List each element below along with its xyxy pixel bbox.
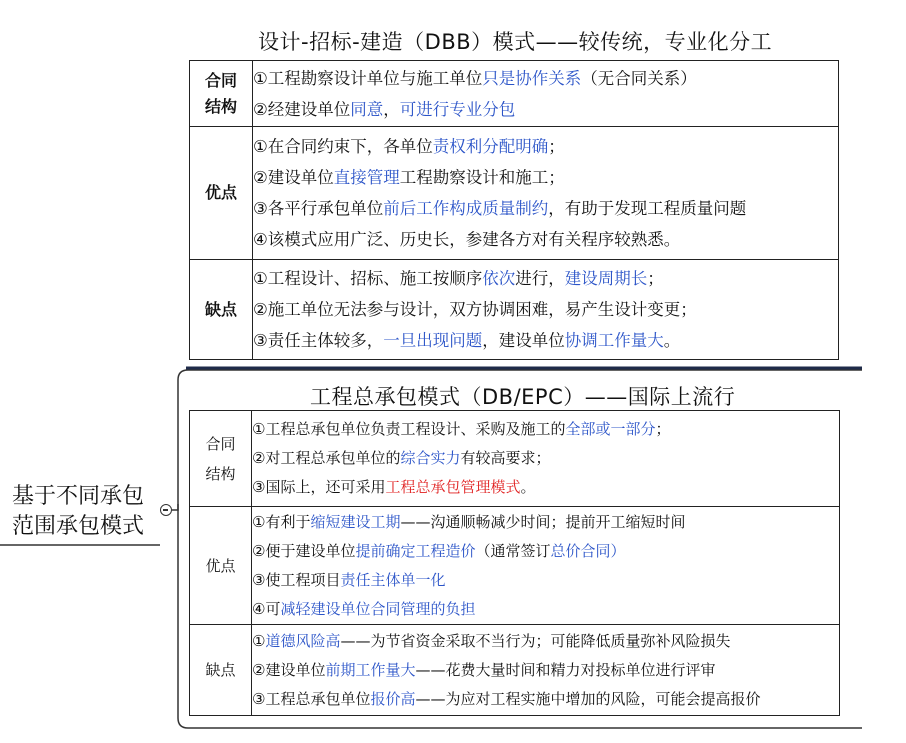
- text-segment: ①工程勘察设计单位与施工单位: [253, 68, 483, 88]
- list-item: [252, 685, 839, 714]
- collapse-icon[interactable]: [160, 504, 172, 516]
- text-segment: ③使工程项目: [252, 570, 341, 589]
- highlight-text: 一旦出现问题: [383, 331, 483, 350]
- root-label-line2: 范围承包模式: [12, 514, 145, 539]
- highlight-text: 综合实力: [400, 449, 461, 467]
- text-segment: ，有助于发现工程质量问题: [548, 199, 747, 218]
- highlight-text: 前后工作构成质量制约: [383, 199, 549, 218]
- list-item: [252, 627, 839, 656]
- text-segment: ①有利于: [252, 512, 311, 531]
- dbb-table: [189, 60, 839, 360]
- epc-row-contract-structure: [190, 411, 840, 507]
- highlight-text: 直接管理: [333, 168, 400, 187]
- row-label-line: 合同: [205, 434, 236, 453]
- text-segment: ②建设单位: [252, 660, 326, 679]
- dbb-row-content: [253, 61, 839, 127]
- list-item: [252, 566, 839, 595]
- list-item: [252, 537, 839, 566]
- list-item: [252, 415, 839, 444]
- dbb-row-contract-structure: [190, 61, 839, 127]
- text-segment: ——为节省资金采取不当行为；可能降低质量弥补风险损失: [340, 631, 731, 650]
- highlight-text: 缩短建设工期: [310, 512, 401, 531]
- text-segment: ②便于建设单位: [252, 541, 356, 560]
- text-segment: ，: [383, 99, 400, 119]
- text-segment: ——花费大量时间和精力对投标单位进行评审: [415, 660, 716, 679]
- text-segment: 进行，: [515, 269, 565, 288]
- row-label-line: 优点: [205, 556, 236, 575]
- row-label-line: 结构: [204, 96, 237, 116]
- highlight-text: 只是协作关系: [482, 68, 582, 88]
- highlight-text: 道德风险高: [265, 631, 341, 650]
- text-segment: ③各平行承包单位: [253, 199, 384, 218]
- list-item: [252, 508, 839, 537]
- text-segment: ①工程总承包单位负责工程设计、采购及施工的: [252, 420, 566, 438]
- epc-row-label: [190, 411, 252, 507]
- row-label-line: 缺点: [205, 661, 236, 679]
- text-segment: 。: [663, 331, 681, 350]
- epc-row-disadvantages: [190, 625, 840, 716]
- text-segment: ①在合同约束下，各单位: [253, 137, 433, 156]
- epc-title: 工程总承包模式（DB/EPC）——国际上流行: [310, 385, 736, 409]
- text-segment: 有较高要求；: [460, 449, 551, 467]
- highlight-text: 工程总承包管理模式: [385, 478, 521, 496]
- text-segment: ③责任主体较多，: [253, 331, 384, 350]
- text-segment: ③国际上，还可采用: [252, 478, 386, 496]
- dbb-row-label: [190, 61, 253, 127]
- text-segment: ①: [252, 631, 266, 650]
- row-label-line: 合同: [204, 70, 237, 90]
- text-segment: ②施工单位无法参与设计，双方协调困难，易产生设计变更；: [253, 300, 697, 319]
- text-segment: ；: [548, 137, 565, 156]
- highlight-text: 总价合同）: [550, 541, 626, 560]
- row-label-line: 结构: [205, 464, 236, 483]
- list-item: [253, 224, 838, 255]
- dbb-row-label: [190, 260, 253, 360]
- dbb-row-advantages: [190, 127, 839, 260]
- list-item: [253, 263, 838, 294]
- text-segment: ①工程设计、招标、施工按顺序: [253, 269, 483, 288]
- highlight-text: 责任主体单一化: [340, 570, 446, 589]
- list-item: [253, 131, 838, 162]
- highlight-text: 责权利分配明确: [432, 137, 549, 156]
- text-segment: ②建设单位: [253, 168, 334, 187]
- list-item: [252, 656, 839, 685]
- text-segment: （通常签订: [475, 541, 551, 560]
- row-label-line: 缺点: [204, 299, 237, 319]
- list-item: [252, 473, 839, 502]
- root-label-line1: 基于不同承包: [12, 484, 145, 509]
- text-segment: （无合同关系）: [581, 68, 697, 88]
- list-item: [253, 294, 838, 325]
- epc-row-content: [252, 411, 840, 507]
- text-segment: ——沟通顺畅减少时间；提前开工缩短时间: [400, 512, 686, 531]
- highlight-text: 同意: [350, 99, 384, 119]
- text-segment: ④该模式应用广泛、历史长，参建各方对有关程序较熟悉。: [253, 230, 681, 249]
- list-item: [253, 325, 838, 356]
- highlight-text: 可进行专业分包: [399, 99, 516, 119]
- epc-table: [189, 410, 840, 716]
- text-segment: ④可: [252, 599, 281, 618]
- highlight-text: 建设周期长: [564, 269, 648, 288]
- text-segment: ；: [647, 269, 664, 288]
- highlight-text: 减轻建设单位合同管理的负担: [280, 599, 476, 618]
- highlight-text: 全部或一部分: [565, 420, 656, 438]
- dbb-row-label: [190, 127, 253, 260]
- highlight-text: 报价高: [370, 689, 416, 708]
- dbb-row-content: [253, 260, 839, 360]
- row-label-line: 优点: [204, 183, 237, 202]
- dbb-row-disadvantages: [190, 260, 839, 360]
- epc-row-label: [190, 507, 252, 625]
- list-item: [253, 63, 838, 94]
- highlight-text: 前期工作量大: [325, 660, 416, 679]
- list-item: [253, 94, 838, 125]
- epc-row-label: [190, 625, 252, 716]
- epc-row-advantages: [190, 507, 840, 625]
- root-node: [12, 482, 144, 542]
- list-item: [253, 162, 838, 193]
- text-segment: ②对工程总承包单位的: [252, 449, 401, 467]
- dbb-row-content: [253, 127, 839, 260]
- highlight-text: 提前确定工程造价: [355, 541, 476, 560]
- highlight-text: 协调工作量大: [564, 331, 664, 350]
- highlight-text: 依次: [482, 269, 516, 288]
- dbb-title: 设计-招标-建造（DBB）模式——较传统，专业化分工: [258, 30, 773, 54]
- text-segment: ，建设单位: [482, 331, 565, 350]
- text-segment: 。: [520, 478, 536, 496]
- list-item: [253, 193, 838, 224]
- text-segment: ②经建设单位: [253, 99, 351, 119]
- text-segment: 工程勘察设计和施工；: [399, 168, 565, 187]
- text-segment: ③工程总承包单位: [252, 689, 371, 708]
- list-item: [252, 595, 839, 624]
- epc-row-content: [252, 625, 840, 716]
- text-segment: ；: [655, 420, 671, 438]
- text-segment: ——为应对工程实施中增加的风险，可能会提高报价: [415, 689, 761, 708]
- epc-row-content: [252, 507, 840, 625]
- list-item: [252, 444, 839, 473]
